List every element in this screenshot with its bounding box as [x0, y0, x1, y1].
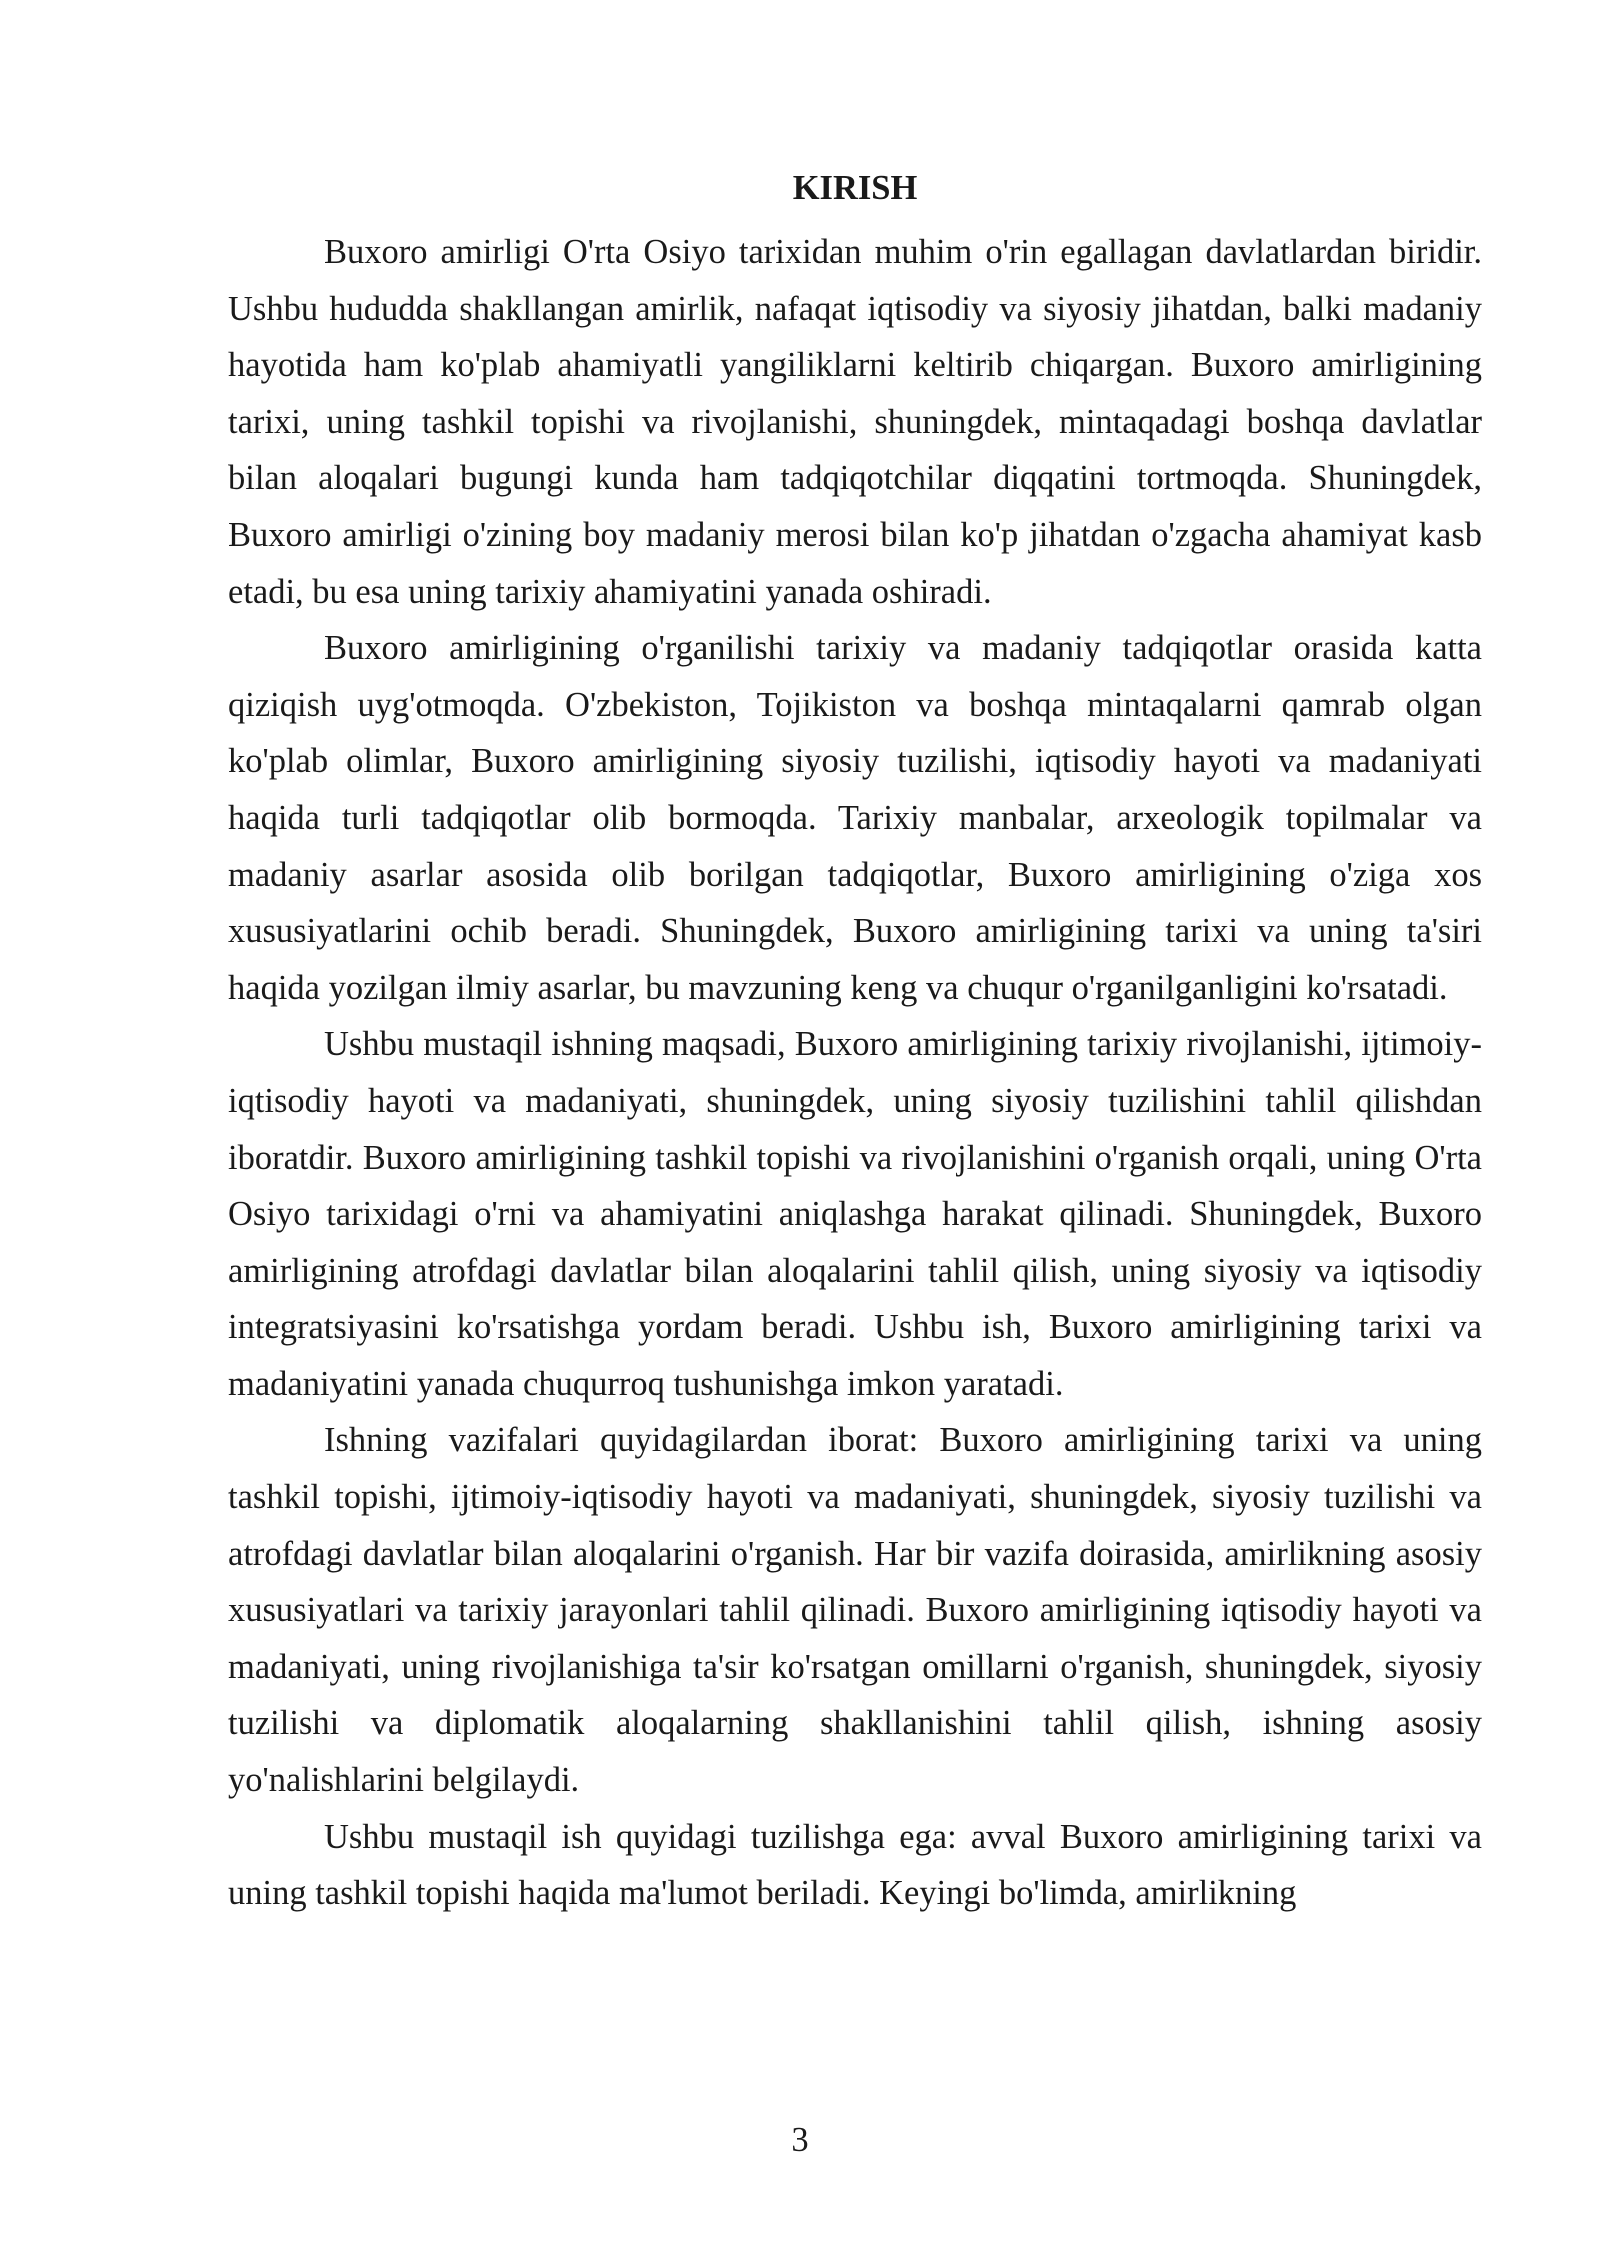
section-title: KIRISH	[792, 169, 918, 207]
paragraph-3: Ushbu mustaqil ishning maqsadi, Buxoro amirligining tarixiy rivojlanishi, ijtimoiy-iqtisodiy hayoti va madaniyati, shuningdek, uning siyosiy tuzilishini tahlil qilishdan iboratdir. Buxoro amirligining tashkil topishi va rivojlanishini o'rganish orqali, uning O'rta Osiyo tarixidagi o'rni va ahamiyatini aniqlashga harakat qilinadi. Shuningdek, Buxoro amirligining atrofdagi davlatlar bilan aloqalarini tahlil qilish, uning siyosiy va iqtisodiy integratsiyasini ko'rsatishga yordam beradi. Ushbu ish, Buxoro amirligining tarixi va madaniyatini yanada chuqurroq tushunishga imkon yaratadi.	[228, 1025, 1482, 1403]
paragraph-5: Ushbu mustaqil ish quyidagi tuzilishga ega: avval Buxoro amirligining tarixi va uning tashkil topishi haqida ma'lumot beriladi. Keyingi bo'limda, amirlikning	[228, 1817, 1482, 1913]
paragraph-4: Ishning vazifalari quyidagilardan iborat: Buxoro amirligining tarixi va uning tashkil topishi, ijtimoiy-iqtisodiy hayoti va madaniyati, shuningdek, siyosiy tuzilishi va atrofdagi davlatlar bilan aloqalarini o'rganish. Har bir vazifa doirasida, amirlikning asosiy xususiyatlari va tarixiy jarayonlari tahlil qilinadi. Buxoro amirligining iqtisodiy hayoti va madaniyati, uning rivojlanishiga ta'sir ko'rsatgan omillarni o'rganish, shuningdek, siyosiy tuzilishi va diplomatik aloqalarning shakllanishini tahlil qilish, ishning asosiy yo'nalishlarini belgilaydi.	[228, 1421, 1482, 1800]
paragraph-2: Buxoro amirligining o'rganilishi tarixiy va madaniy tadqiqotlar orasida katta qiziqish uyg'otmoqda. O'zbekiston, Tojikiston va boshqa mintaqalarni qamrab olgan ko'plab olimlar, Buxoro amirligining siyosiy tuzilishi, iqtisodiy hayoti va madaniyati haqida turli tadqiqotlar olib bormoqda. Tarixiy manbalar, arxeologik topilmalar va madaniy asarlar asosida olib borilgan tadqiqotlar, Buxoro amirligining o'ziga xos xususiyatlarini ochib beradi. Shuningdek, Buxoro amirligining tarixi va uning ta'siri haqida yozilgan ilmiy asarlar, bu mavzuning keng va chuqur o'rganilganligini ko'rsatadi.	[228, 629, 1482, 1007]
paragraph-1: Buxoro amirligi O'rta Osiyo tarixidan muhim o'rin egallagan davlatlardan biridir. Ushbu hududda shakllangan amirlik, nafaqat iqtisodiy va siyosiy jihatdan, balki madaniy hayotida ham ko'plab ahamiyatli yangiliklarni keltirib chiqargan. Buxoro amirligining tarixi, uning tashkil topishi va rivojlanishi, shuningdek, mintaqadagi boshqa davlatlar bilan aloqalari bugungi kunda ham tadqiqotchilar diqqatini tortmoqda. Shuningdek, Buxoro amirligi o'zining boy madaniy merosi bilan ko'p jihatdan o'zgacha ahamiyat kasb etadi, bu esa uning tarixiy ahamiyatini yanada oshiradi.	[228, 233, 1482, 611]
page-content	[228, 160, 1482, 1922]
page-number: 3	[791, 2121, 809, 2159]
